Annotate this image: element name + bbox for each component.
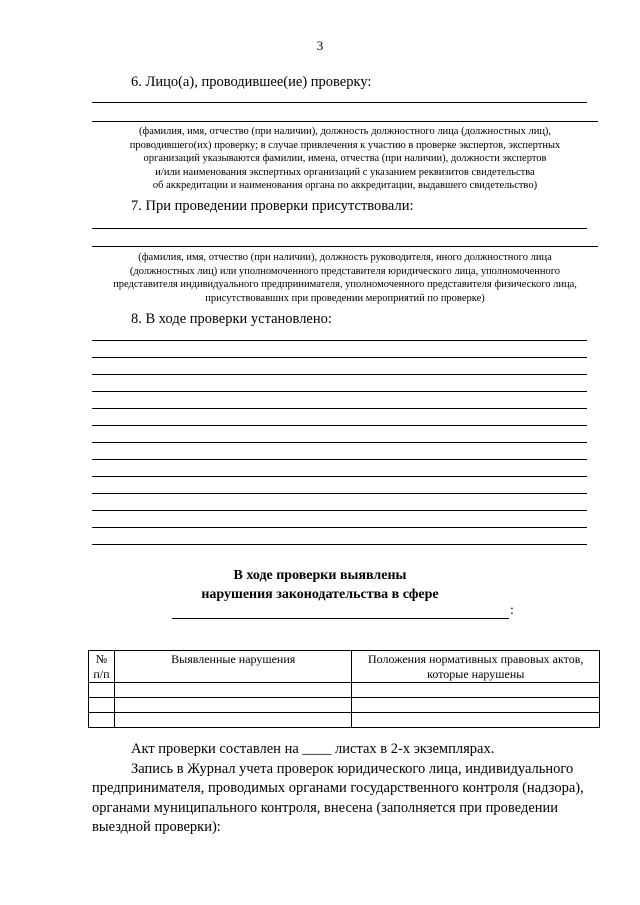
col-number-sublabel: п/п (93, 667, 110, 681)
table-cell[interactable] (114, 698, 352, 713)
findings-line[interactable] (92, 527, 587, 528)
findings-line[interactable] (92, 476, 587, 477)
table-header-row (89, 651, 600, 683)
section-7-caption (92, 251, 598, 305)
table-row (89, 683, 600, 698)
violations-title-line-1: В ходе проверки выявлены (233, 568, 407, 583)
table-cell[interactable] (89, 698, 115, 713)
journal-line-1: Запись в Журнал учета проверок юридического лица, индивидуального (131, 760, 574, 777)
findings-line[interactable] (92, 357, 587, 358)
section-6-line-2[interactable] (92, 121, 598, 122)
section-6-caption (92, 125, 598, 193)
journal-line-3: органами муниципального контроля, внесена (заполняется при проведении (92, 799, 559, 816)
table-cell[interactable] (89, 713, 115, 728)
caption-line: представителя индивидуального предпринимателя, уполномоченного представителя физического лица, (113, 279, 577, 290)
caption-line: организаций указываются фамилии, имена, отчества (при наличии), должности экспертов (143, 153, 547, 164)
caption-line: присутствовавших при проведении мероприятий по проверке) (205, 292, 485, 304)
legislation-sphere-field[interactable] (172, 618, 509, 619)
section-6-heading: 6. Лицо(а), проводившее(ие) проверку: (131, 74, 372, 90)
caption-line: (должностных лиц) или уполномоченного представителя юридического лица, уполномоченного (129, 265, 561, 277)
caption-line: (фамилия, имя, отчество (при наличии), должность руководителя, иного должностного лица (138, 252, 552, 263)
section-8-heading: 8. В ходе проверки установлено: (131, 311, 332, 327)
col-acts-label-2: которые нарушены (427, 667, 525, 681)
findings-line[interactable] (92, 493, 587, 494)
caption-line: проводившего(их) проверку; в случае привлечения к участию в проверке экспертов, экспертных (129, 139, 561, 151)
caption-line: и/или наименования экспертных организаций с указанием реквизитов свидетельства (155, 166, 535, 178)
colon: : (510, 603, 514, 618)
findings-line[interactable] (92, 459, 587, 460)
table-cell[interactable] (114, 713, 352, 728)
table-cell[interactable] (114, 683, 352, 698)
findings-line[interactable] (92, 544, 587, 545)
section-7-line-2[interactable] (92, 246, 598, 247)
col-violations-label: Выявленные нарушения (171, 652, 296, 666)
findings-line[interactable] (92, 425, 587, 426)
col-acts-label-1: Положения нормативных правовых актов, (368, 652, 584, 666)
closing-paragraph (92, 740, 597, 838)
col-number-header (89, 651, 115, 683)
violations-title-line-2: нарушения законодательства в сфере (201, 587, 439, 602)
findings-line[interactable] (92, 391, 587, 392)
violations-table (88, 650, 600, 728)
act-sheets-line: Акт проверки составлен на ____ листах в 2-х экземплярах. (131, 741, 495, 757)
journal-line-4: выездной проверки): (92, 819, 221, 835)
findings-line[interactable] (92, 442, 587, 443)
table-cell[interactable] (352, 698, 600, 713)
findings-line[interactable] (92, 408, 587, 409)
journal-line-2: предпринимателя, проводимых органами государственного контроля (надзора), (92, 780, 584, 796)
table-row (89, 713, 600, 728)
section-7-heading: 7. При проведении проверки присутствовали: (131, 198, 414, 214)
section-6-line-1[interactable] (92, 102, 587, 103)
caption-line: (фамилия, имя, отчество (при наличии), должность должностного лица (должностных лиц), (138, 126, 552, 137)
table-cell[interactable] (89, 683, 115, 698)
table-row (89, 698, 600, 713)
col-number-label: № (95, 652, 108, 666)
col-acts-header (352, 651, 600, 683)
findings-line[interactable] (92, 340, 587, 341)
page-number: 3 (316, 38, 324, 53)
table-cell[interactable] (352, 713, 600, 728)
findings-line[interactable] (92, 374, 587, 375)
caption-line: об аккредитации и наименования органа по аккредитации, выдавшего свидетельство) (152, 180, 538, 191)
section-7-line-1[interactable] (92, 228, 587, 229)
table-cell[interactable] (352, 683, 600, 698)
col-violations-header (114, 651, 352, 683)
findings-line[interactable] (92, 510, 587, 511)
